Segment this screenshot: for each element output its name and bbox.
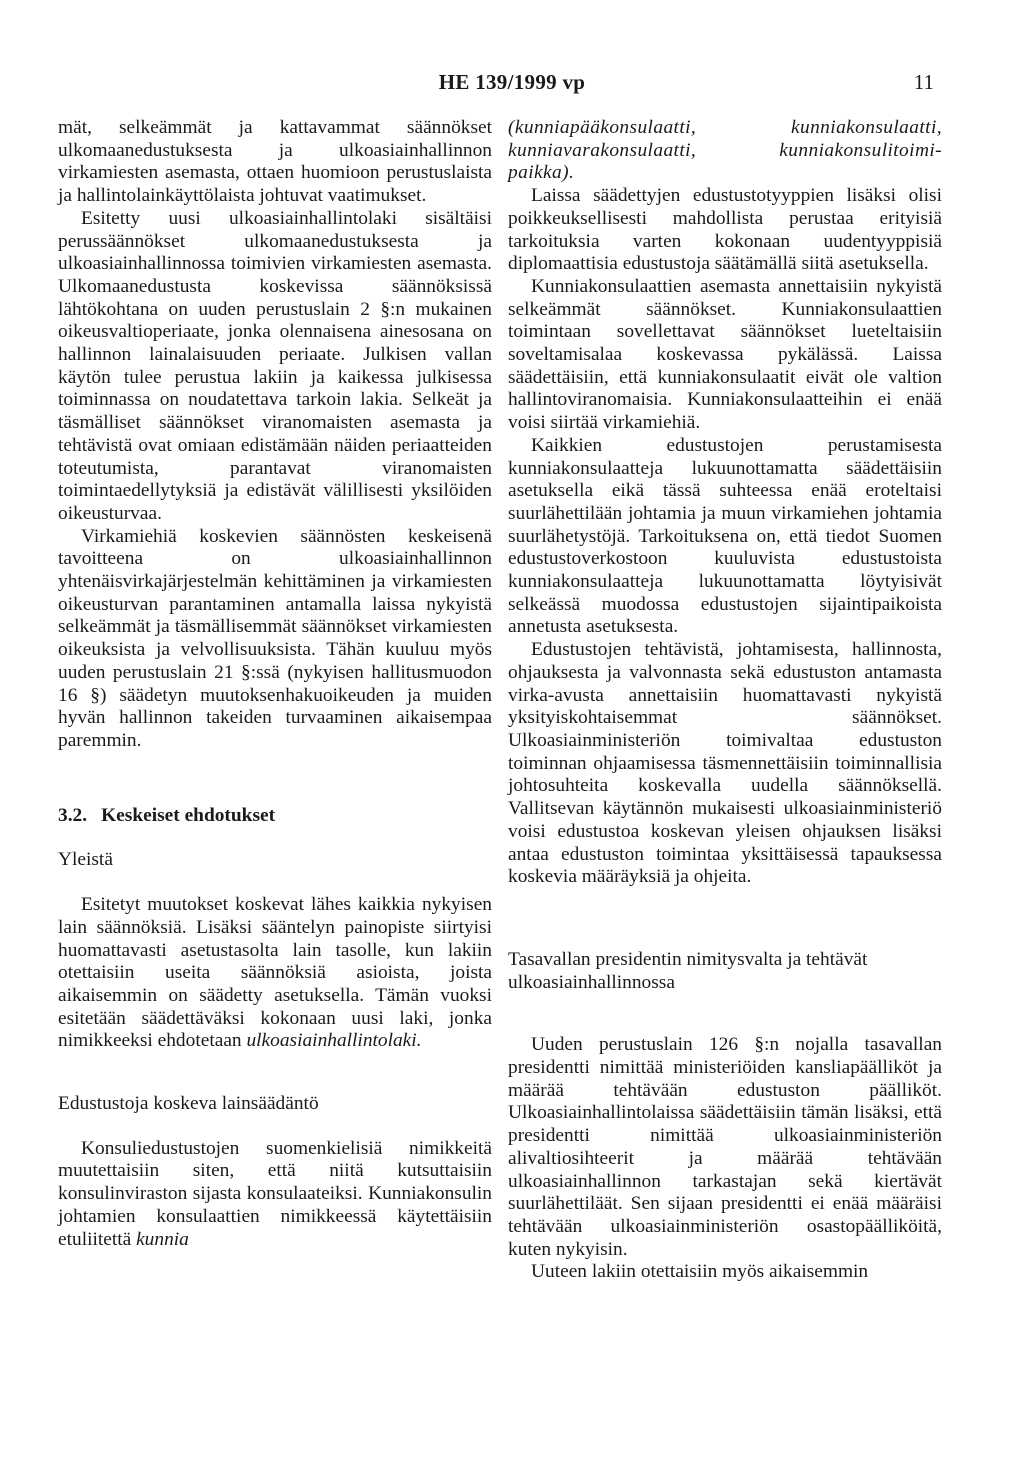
right-column bbox=[508, 117, 942, 1284]
honorary-consulate-names bbox=[508, 117, 942, 185]
paragraph-changes-text: Esitetyt muutokset koskevat lähes kaikkia nykyisen lain säännöksiä. Lisäksi sääntelyn painopiste siirtyisi huomattavasti asetustasolta lain tasolle, kun lakiin otettaisiin useita säännöksiä asioista, joista aikaisemmin on säädetty asetuksella. Tämän vuoksi esitetään säädettäväksi kokonaan uusi laki, jonka nimikkeeksi ehdotetaan bbox=[58, 894, 492, 1052]
alias-honorary-consulate: kunniakonsulaatti, bbox=[790, 117, 942, 138]
paragraph-new-law-overview: Esitetty uusi ulkoasiainhallintolaki sisältäisi perussäännökset ulkomaanedustuksesta ja ulkoasiainhallinnossa toimivien virkamiesten asemasta. Ulkomaanedustusta koskevissa säännöksissä lähtökohtana on uuden perustuslain 2 §:n mukainen oikeusvaltioperiaate, jonka olennaisena ainesosana on hallinnon lainalaisuuden periaate. Julkisen vallan käytön tulee perustua lakiin ja kaikessa julkisessa toiminnassa on noudatettava tarkoin lakia. Selkeät ja täsmälliset säännökset viranomaisten asemasta ja tehtävistä ovat omiaan edistämään näiden periaatteiden toteutumista, parantavat viranomaisten toimintaedellytyksiä ja edistävät välillisesti yksilöiden oikeusturvaa. bbox=[58, 207, 492, 524]
page-header bbox=[0, 70, 1024, 100]
alias-honorary-consulate-general: (kunniapääkonsulaatti, bbox=[508, 117, 697, 138]
page-number: 11 bbox=[913, 70, 934, 94]
paragraph-new-mission-types: Laissa säädettyjen edustustotyyppien lisäksi olisi poikkeuksellisesti mahdollista perustaa erityisiä tarkoituksia varten kokonaan uudentyyppisiä diplomaattisia edustustoja säätämällä siitä asetuksella. bbox=[508, 185, 942, 275]
alias-paikka: paikka). bbox=[508, 162, 575, 184]
paragraph-civil-servants: Virkamiehiä koskevien säännösten keskeisenä tavoitteena on ulkoasiainhallinnon yhtenäisvirkajärjestelmän kehittäminen ja virkamiesten oikeusturvan parantaminen antamalla laissa nykyistä selkeämmät ja täsmällisemmät säännökset virkamiesten oikeuksista ja velvollisuuksista. Tähän kuuluu myös uuden perustuslain 21 §:ssä (nykyisen hallitusmuodon 16 §) säädetyn muutoksenhakuoikeuden ja muiden hyvän hallinnon takeiden turvaaminen aikaisempaa paremmin. bbox=[58, 525, 492, 751]
document-id: HE 139/1999 vp bbox=[438, 70, 586, 94]
section-heading bbox=[58, 805, 492, 828]
section-number: 3.2. bbox=[58, 804, 88, 826]
subheading-president-powers: Tasavallan presidentin nimitysvalta ja tehtävät ulkoasiainhallinnossa bbox=[508, 948, 868, 993]
paragraph-honorary-consulates: Kunniakonsulaattien asemasta annettaisiin nykyistä selkeämmät säännökset. Kunniakonsulaattien toimintaan sovellettavat säännökset lueteltaisiin soveltamisalaa koskevassa pykälässä. Laissa säädettäisiin, että kunniakonsulaatit eivät ole valtion hallintoviranomaisia. Kunniakonsulaatteihin ei enää voisi siirtää virkamiehiä. bbox=[508, 275, 942, 434]
paragraph-consular-names-text: Konsuliedustustojen suomenkielisiä nimikkeitä muutettaisiin siten, että niitä kutsuttaisiin konsulinviraston sijasta konsulaateiksi. Kunniakonsulin johtamien konsulaattien nimikkeessä käytettäisiin etuliitettä bbox=[58, 1137, 492, 1250]
subheading-general: Yleistä bbox=[58, 849, 113, 871]
section-title: Keskeiset ehdotukset bbox=[101, 804, 276, 826]
paragraph-changes bbox=[58, 894, 492, 1053]
left-column bbox=[58, 117, 492, 1251]
subheading-missions-legislation: Edustustoja koskeva lainsäädäntö bbox=[58, 1093, 319, 1115]
paragraph-continuation: mät, selkeämmät ja kattavammat säännökset ulkomaanedustuksesta ja ulkoasiainhallinnon virkamiesten asemasta, ottaen huomioon perustuslaista ja hallintolainkäyttölaista johtuvat vaatimukset. bbox=[58, 117, 492, 207]
law-name-italic: ulkoasiainhallintolaki. bbox=[246, 1030, 422, 1052]
paragraph-mission-tasks: Edustustojen tehtävistä, johtamisesta, hallinnosta, ohjauksesta ja valvonnasta sekä edustuston antamasta virka-avusta annettaisiin huomattavasti nykyistä yksityiskohtaisemmat säännökset. Ulkoasiainministeriön toimivaltaa edustuston toiminnan ohjaamisessa täsmennettäisiin toiminnallisia johtosuhteita koskevalla uudella säännöksellä. Vallitsevan käytännön mukaisesti ulkoasiainministeriö voisi edustustoa koskevan yleisen ohjauksen lisäksi antaa edustuston toimintaa yksittäisessä tapauksessa koskevia määräyksiä ja ohjeita. bbox=[508, 639, 942, 888]
alias-honorary-vice-consulate: kunniavarakonsulaatti, bbox=[508, 139, 697, 161]
prefix-italic: kunnia bbox=[136, 1228, 189, 1250]
paragraph-appointments: Uuden perustuslain 126 §:n nojalla tasavallan presidentti nimittää ministeriöiden kansliapäälliköt ja määrää tehtävään edustuston päälliköt. Ulkoasiainhallintolaissa säädettäisiin tämän lisäksi, että presidentti nimittää ulkoasiainministeriön alivaltiosihteerit ja määrää tehtävään ulkoasiainhallinnon tarkastajan sekä kiertävät suurlähettiläät. Sen sijaan presidentti ei enää määräisi tehtävään ulkoasiainministeriön osastopäälliköitä, kuten nykyisin. bbox=[508, 1034, 942, 1260]
paragraph-new-law-additions: Uuteen lakiin otettaisiin myös aikaisemmin bbox=[531, 1261, 869, 1283]
alias-honorary-consular-agency: kunniakonsulitoimi- bbox=[779, 139, 942, 161]
paragraph-consular-names bbox=[58, 1138, 492, 1252]
paragraph-establishment: Kaikkien edustustojen perustamisesta kunniakonsulaatteja lukuunottamatta säädettäisiin asetuksella eikä tässä suhteessa enää eroteltaisi suurlähettilään johtamia ja muun virkamiehen johtamia suurlähetystöjä. Tarkoituksena on, että tiedot Suomen edustustoverkostoon kuuluvista edustustoista kunniakonsulaatteja lukuunottamatta löytyisivät selkeässä muodossa edustustojen sijaintipaikoista annetusta asetuksesta. bbox=[508, 434, 942, 638]
